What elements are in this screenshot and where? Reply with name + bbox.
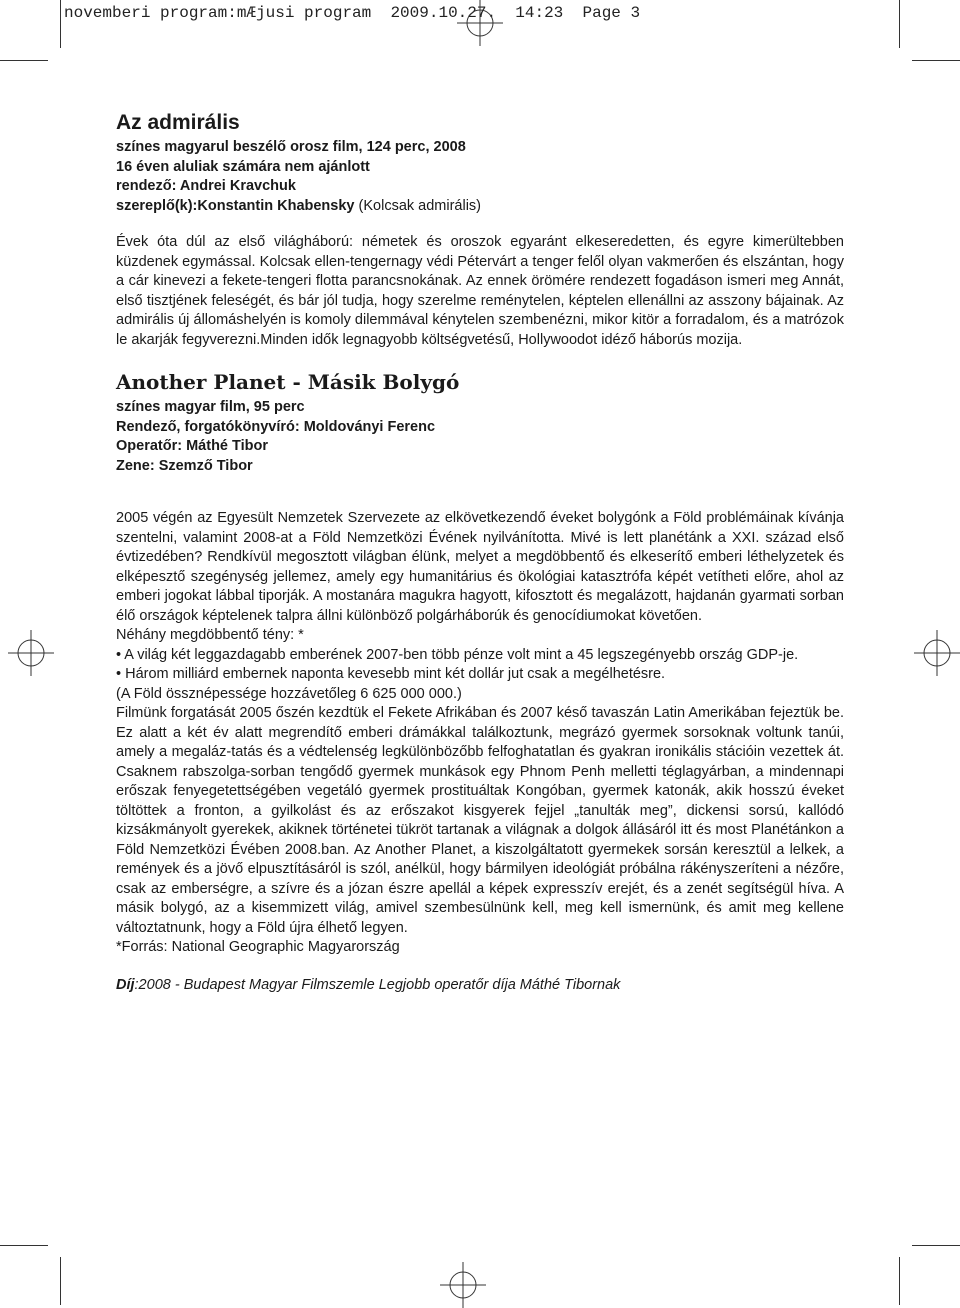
meta-line: Zene: Szemző Tibor [116,457,253,474]
registration-mark-right [914,630,960,676]
film-meta [116,138,844,216]
registration-mark-left [8,630,54,676]
film-meta [116,398,844,476]
crop-mark [60,0,61,48]
printer-slug: novemberi program:mÆjusi program 2009.10.27. 14:23 Page 3 [64,4,641,22]
meta-line: 16 éven aluliak számára nem ajánlott [116,158,370,175]
description-paragraph: 2005 végén az Egyesült Nemzetek Szervezete az elkövetkezendő éveket bolygónk a Föld problémáinak kívánja szentelni, valamint 2008-at a Föld Nemzetközi Évének nyilvánította. Mivé is lett planétánk a XXI. század első évtizedében? Rendkívül megosztott világban élünk, melyet a megdöbbentő és elkeserítő emberi léthelyzetek és elképesztő szegénység jellemez, amely egy humanitárius és ökológiai katasztrófa képét vetítheti előre, ahol az emberi jogokat lábbal tiporják. A mostanára magukra hagyott, kifosztott és megalázott, hajdanán gyarmati sorban élő országok képtelenek talpra állni különböző polgárháborúk és genocídiumokat követően. [116,510,844,624]
meta-line: színes magyar film, 95 perc [116,399,305,415]
crop-mark [912,60,960,61]
description-paragraph: Évek óta dúl az első világháború: németek és oroszok egyaránt elkeseredetten, és egyre kimerültebben küzdenek egymással. Kolcsak ellen-tengernagy védi Pétervárt a tenger felől olyan vakmerően és elszántan, hogy a cár kinevezi a fekete-tengeri flotta parancsnokának. Az ennek örömére rendezett fogadáson ismeri meg Annát, első tisztjének feleségét, és bár jól tudja, hogy szerelme reménytelen, képtelen ellenállni az asszony bájainak. Az admirális új állomáshelyén is komoly dilemmával kénytelen szembenézni, mikor kitör a forradalom, és a matrózok le akarják fegyverezni.Minden idők legnagyobb költségvetésű, Hollywoodot idéző háborús mozija. [116,234,844,348]
crop-mark [0,60,48,61]
film-title: Another Planet - Másik Bolygó [116,370,460,394]
meta-line: színes magyarul beszélő orosz film, 124 perc, 2008 [116,139,466,155]
award-line [116,976,844,996]
meta-line: Rendező, forgatókönyvíró: Moldoványi Ferenc [116,418,436,435]
meta-line: Operatőr: Máthé Tibor [116,438,268,454]
crop-mark [60,1257,61,1305]
registration-mark-bottom [440,1262,486,1308]
description-paragraph: Filmünk forgatását 2005 őszén kezdtük el Fekete Afrikában és 2007 késő tavaszán Latin Amerikában fejeztük be. Ez alatt a két év alatt megrendítő emberi drámákkal találkoztunk, megrázó gyermek sorsoknak voltunk tanúi, amely a megaláz-tatás és a védtelenség legkülönbözőbb felfoghatatlan és gyakran ironikális stációin vezettek át. Csaknem rabszolga-sorban tengődő gyermek munkások egy Phnom Penh melletti téglagyárban, a mindennapi erőszak fenyegetettségében vegetáló gyermek prostituáltak Kongóban, gyermek katonák, akik hosszú éveket töltöttek a fronton, a gyilkolást és az erőszakot kisgyerek fejjel „tanulták meg”, dickensi sorsú, kallódó kizsákmányolt gyerekek, akiknek történetei tükröt tartanak a világnak a dolgok állásáról itt és most Planétánkon a Föld Nemzetközi Évében 2008.ban. Az Another Planet, a kiszolgáltatott gyermekek sorsán keresztül a lelkek, a remények és a jövő elpusztításáról is szól, anélkül, hogy bármilyen ideológiát próbálna rákényszeríteni a nézőre, csak az emberségre, a szívre és a józan észre apellál a képek expresszív erejét, és a zenét segítségül híva. A másik bolygó, az a kisemmizett világ, amivel szembesülnünk kell, meg kell ismernünk, és amit meg kellene változtatnunk, hogy a Föld újra élhető legyen. [116,705,844,936]
page-content [116,110,844,995]
film-description [116,509,844,958]
meta-line-cast [116,197,844,217]
crop-mark [899,0,900,48]
crop-mark [0,1245,48,1246]
cast-label: szereplő(k):Konstantin Khabensky [116,197,355,214]
crop-mark [899,1257,900,1305]
film-title: Az admirális [116,111,240,134]
film-description [116,233,844,350]
cast-role: (Kolcsak admirális) [354,197,481,214]
registration-mark-top [457,0,503,46]
description-paragraph: Néhány megdöbbentő tény: * [116,627,304,643]
crop-mark [912,1245,960,1246]
description-paragraph: • Három milliárd embernek naponta kevesebb mint két dollár jut csak a megélhetésre. [116,666,666,682]
description-paragraph: (A Föld össznépessége hozzávetőleg 6 625 000 000.) [116,685,462,702]
award-label: Díj [116,976,135,993]
description-paragraph: • A világ két leggazdagabb emberének 2007-ben több pénze volt mint a 45 legszegényebb ország GDP-je. [116,646,799,663]
meta-line: rendező: Andrei Kravchuk [116,178,296,194]
award-text: :2008 - Budapest Magyar Filmszemle Legjobb operatőr díja Máthé Tibornak [134,976,621,993]
description-paragraph: *Forrás: National Geographic Magyarország [116,939,400,955]
